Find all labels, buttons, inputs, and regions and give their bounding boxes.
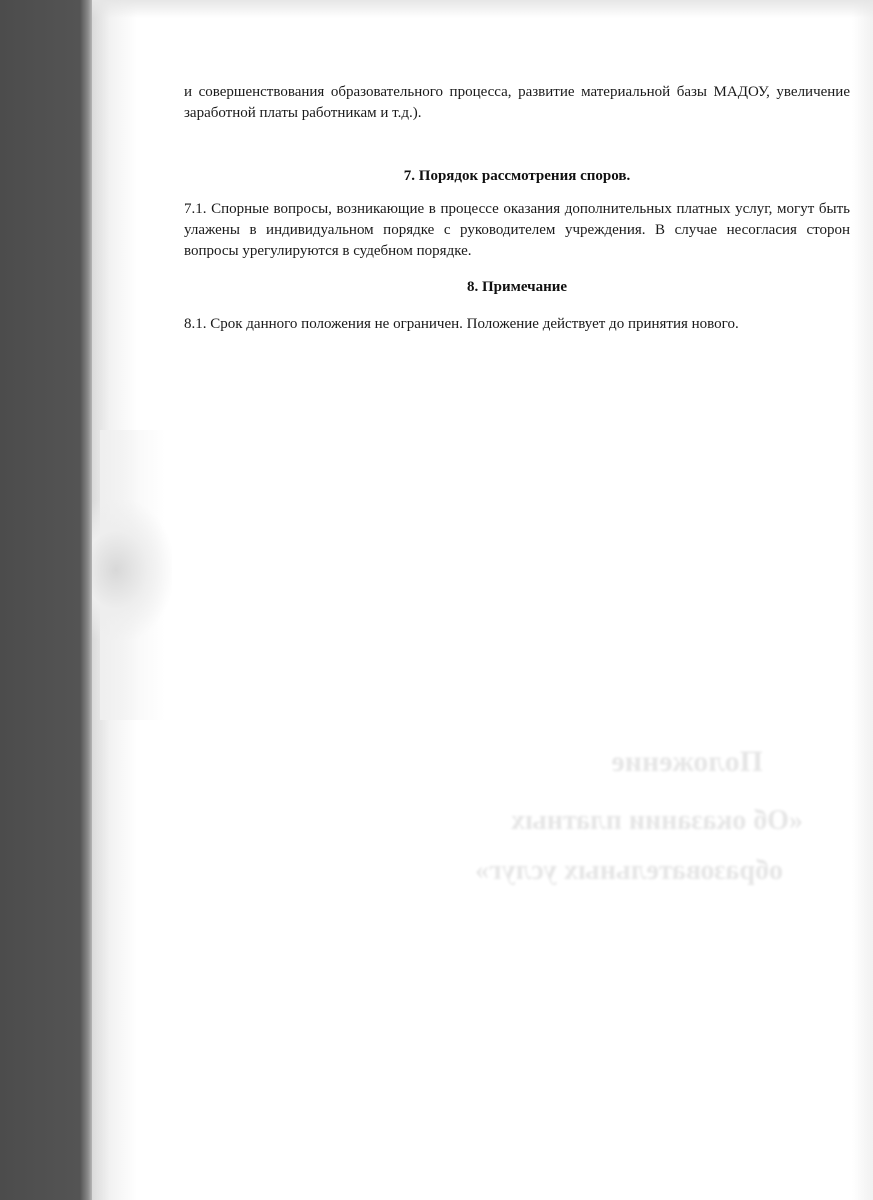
scanner-dark-edge: [0, 0, 95, 1200]
section-8-paragraph: 8.1. Срок данного положения не ограничен. Положение действует до принятия нового.: [184, 316, 739, 332]
document-body: [184, 82, 850, 335]
section-7-heading: 7. Порядок рассмотрения споров.: [403, 168, 631, 184]
section-7-paragraph: 7.1. Спорные вопросы, возникающие в процессе оказания дополнительных платных услуг, могут быть улажены в индивидуальном порядке с руководителем учреждения. В случае несогласия сторон вопросы урегулируются в судебном порядке.: [184, 201, 850, 259]
intro-paragraph: и совершенствования образовательного процесса, развитие материальной базы МАДОУ, увеличение заработной платы работникам и т.д.).: [184, 84, 850, 121]
paper-fold: [92, 500, 172, 640]
section-8-heading: 8. Примечание: [466, 279, 568, 295]
sheet-top-shadow: [92, 0, 873, 18]
